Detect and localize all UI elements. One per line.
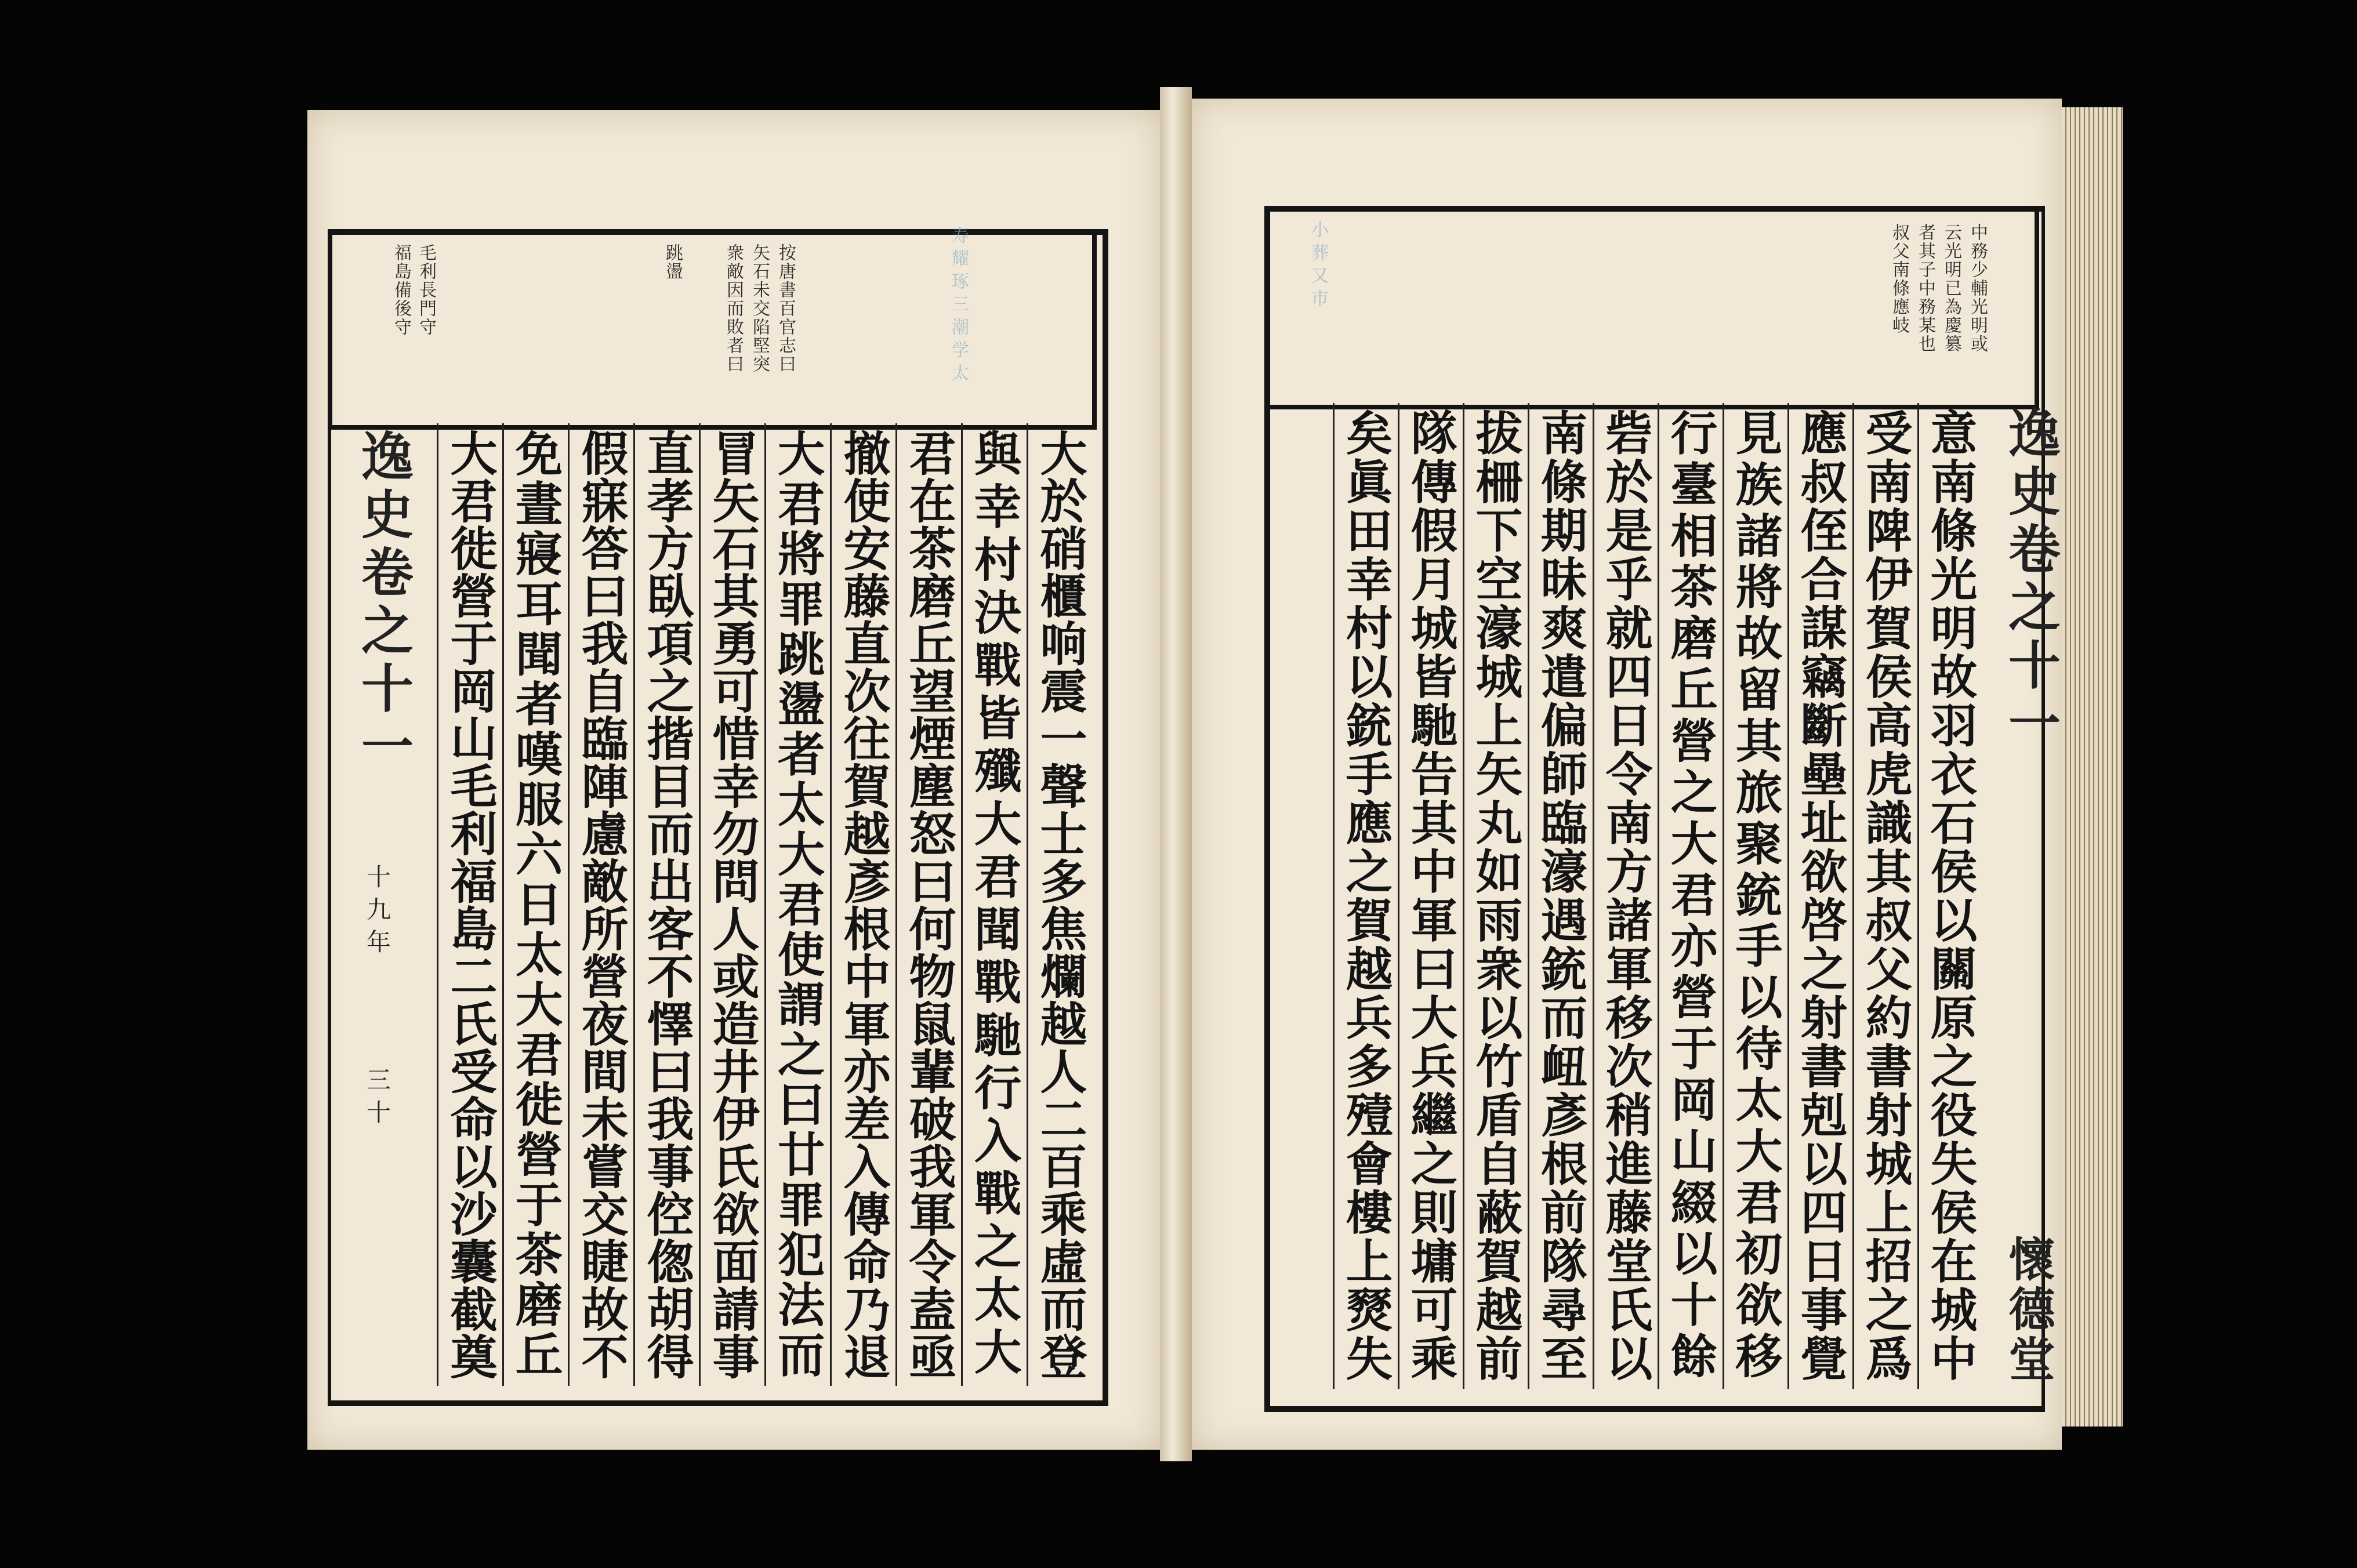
right-note-1: 中務少輔光明或	[1967, 223, 1988, 353]
left-text-column: 假寐答曰我自臨陣慮敵所營夜間未嘗交睫故不	[574, 429, 629, 1380]
left-margin-year-2: 三十	[363, 1067, 391, 1132]
page-edges	[2062, 107, 2123, 1427]
left-text-column: 大於硝櫃响震一聲士多焦爛越人二百乘虛而登	[1032, 429, 1087, 1380]
right-margin-title: 逸史卷之十一	[1999, 406, 2061, 754]
book-spine	[1160, 87, 1192, 1461]
right-text-column: 南條期昧爽遣偏師臨濠遇銃而衄彥根前隊尋至	[1533, 409, 1588, 1383]
right-text-column: 應叔侄合謀竊斷壘址欲啓之射書剋以四日事覺	[1793, 409, 1848, 1383]
right-margin-publisher: 懷德堂	[2001, 1235, 2055, 1385]
right-text-column: 隊傳假月城皆馳告其中軍曰大兵繼之則墉可乘	[1403, 409, 1458, 1383]
right-note-3: 者其子中務某也	[1915, 223, 1935, 353]
left-text-column: 直孝方臥項之揩目而出客不懌曰我事倥偬胡得	[639, 429, 694, 1380]
left-text-column: 冒矢石其勇可惜幸勿問人或造井伊氏欲面請事	[705, 429, 760, 1380]
left-note-5: 衆敵因而敗者曰	[723, 244, 744, 373]
left-text-column: 大君徙營于岡山毛利福島二氏受命以沙囊截奠	[443, 429, 498, 1380]
right-faint-note-1: 小 葬 又 市	[1308, 220, 1328, 307]
right-note-2: 云光明已為慶篡	[1941, 223, 1961, 353]
left-note-3: 按唐書百官志曰	[775, 244, 796, 373]
right-text-column: 砦於是乎就四日令南方諸軍移次稍進藤堂氏以	[1598, 409, 1653, 1383]
left-text-column: 大君將罪跳盪者太大君使謂之曰廿罪犯法而	[770, 429, 825, 1380]
left-text-column: 君在茶磨丘望煙塵怒曰何物鼠輩破我軍令盍亟	[901, 429, 956, 1380]
left-note-4: 矢石未交陷堅突	[749, 244, 770, 373]
left-margin-title: 逸史卷之十一	[352, 429, 414, 777]
left-note-6: 跳盪	[662, 244, 683, 281]
left-text-column: 撤使安藤直次往賀越彥根中軍亦差入傳命乃退	[836, 429, 891, 1380]
right-text-column: 拔柵下空濠城上矢丸如雨衆以竹盾自蔽賀越前	[1468, 409, 1523, 1383]
left-text-column: 與幸村決戰皆殲大君聞戰馳行入戰之太大	[966, 429, 1021, 1380]
right-text-column: 意南條光明故羽衣石侯以關原之役失侯在城中	[1923, 409, 1978, 1383]
right-note-4: 叔父南條應岐	[1889, 223, 1909, 335]
left-note-1: 毛利長門守	[416, 244, 436, 336]
left-margin-year-1: 十九年	[363, 864, 391, 961]
left-note-2: 福島備後守	[391, 244, 411, 336]
right-text-column: 行臺相茶磨丘營之大君亦營于岡山綴以十餘	[1663, 409, 1718, 1383]
left-faint-note-1: 寿 耀 琢 三 潮 学 太	[948, 226, 969, 382]
right-text-column: 受南陴伊賀侯高虎識其叔父約書射城上招之爲	[1858, 409, 1913, 1383]
right-column-rule	[1333, 403, 1335, 1389]
left-text-column: 免晝寢耳聞者嘆服六日太大君徙營于茶磨丘	[507, 429, 563, 1380]
right-text-column: 矣眞田幸村以銃手應之賀越兵多殪會樓上燹失	[1338, 409, 1393, 1383]
right-text-column: 見族諸將故留其旅聚銃手以待太大君初欲移	[1728, 409, 1783, 1383]
left-column-rule	[437, 423, 438, 1386]
